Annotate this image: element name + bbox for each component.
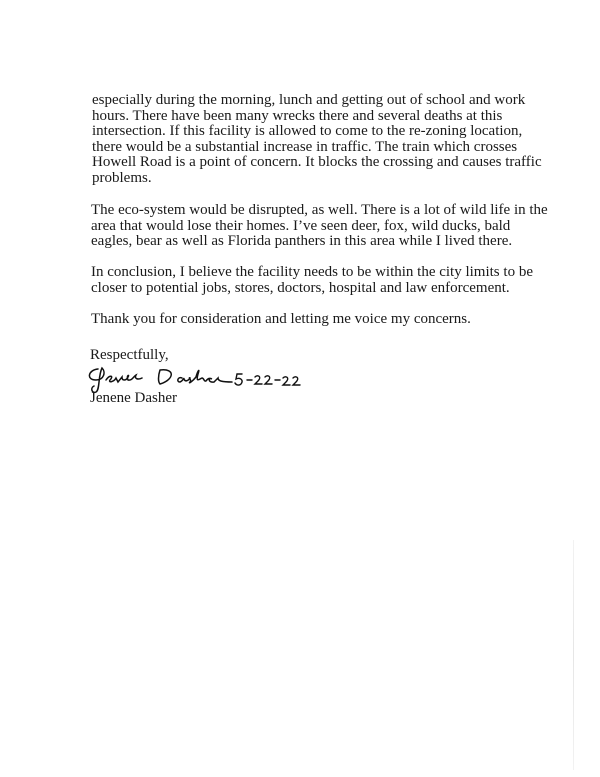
paragraph-conclusion: [91, 265, 533, 296]
text-line: The eco-system would be disrupted, as well. There is a lot of wild life in the: [91, 202, 548, 218]
text-line: especially during the morning, lunch and getting out of school and work: [92, 92, 526, 108]
text-line: In conclusion, I believe the facility needs to be within the city limits to be: [91, 264, 533, 280]
signer-name: Jenene Dasher: [90, 390, 178, 406]
closing: Respectfully,: [90, 347, 169, 363]
paragraph-thanks: [91, 312, 471, 328]
text-line: problems.: [92, 169, 152, 186]
text-line: Howell Road is a point of concern. It blocks the crossing and causes traffic: [92, 154, 542, 171]
text-line: there would be a substantial increase in traffic. The train which crosses: [92, 138, 518, 155]
text-line: closer to potential jobs, stores, doctors, hospital and law enforcement.: [91, 279, 510, 296]
text-line: intersection. If this facility is allowed to come to the re-zoning location,: [92, 123, 523, 140]
paragraph-traffic: [92, 93, 542, 187]
paragraph-ecosystem: [91, 203, 548, 250]
text-line: hours. There have been many wrecks there and several deaths at this: [92, 107, 503, 124]
scan-edge-shadow: [573, 540, 574, 770]
text-line: area that would lose their homes. I’ve seen deer, fox, wild ducks, bald: [91, 217, 511, 234]
text-line: Thank you for consideration and letting me voice my concerns.: [91, 311, 471, 327]
text-line: eagles, bear as well as Florida panthers in this area while I lived there.: [91, 233, 513, 250]
